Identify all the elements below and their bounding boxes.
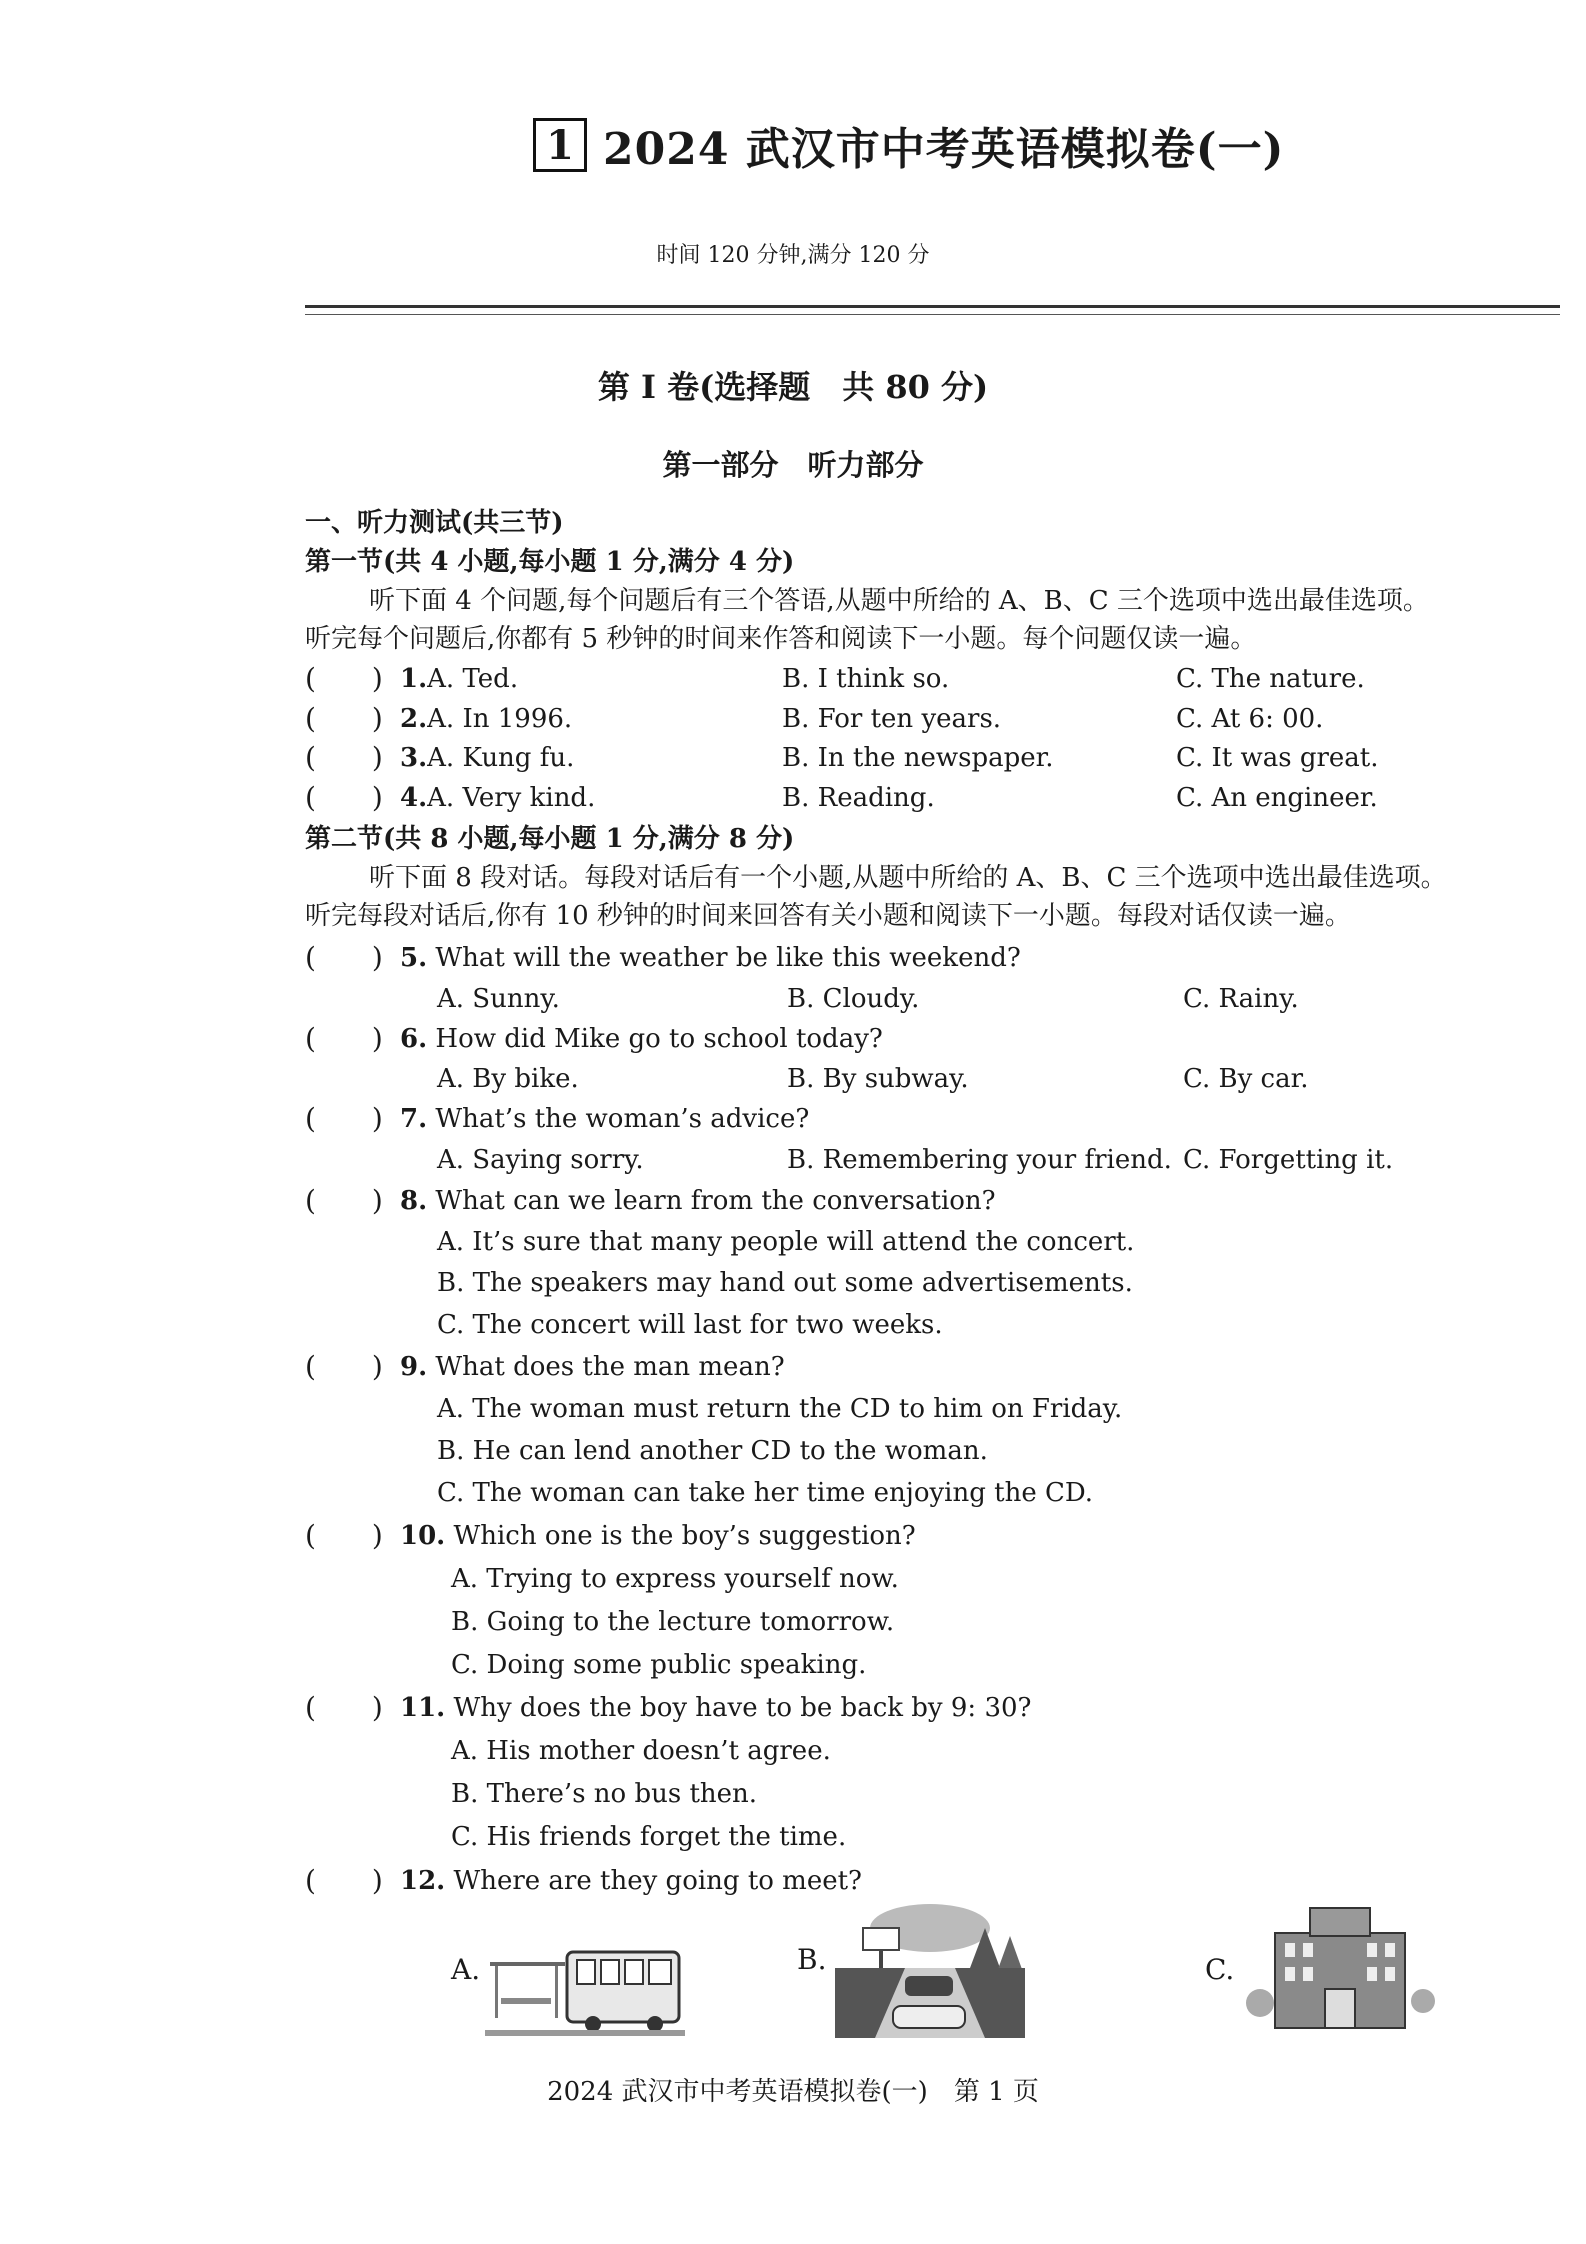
- option-b: B. There’s no bus then.: [451, 1779, 758, 1809]
- answer-blank[interactable]: ( ): [305, 941, 383, 974]
- question-row: [400, 702, 572, 736]
- question-number: 5.: [400, 943, 428, 973]
- picture-option-c-label: C.: [1205, 1953, 1235, 1986]
- option-c: C. An engineer.: [1176, 783, 1378, 813]
- option-c: C. Rainy.: [1183, 984, 1299, 1014]
- exam-time-score: 时间 120 分钟,满分 120 分: [656, 243, 930, 268]
- car-top: [905, 1976, 953, 1996]
- option-c: C. The nature.: [1176, 664, 1365, 694]
- option-b: B. I think so.: [782, 664, 950, 694]
- listening-heading: 一、听力测试(共三节): [305, 508, 564, 538]
- question-row: [400, 1184, 996, 1218]
- section2-heading: 第二节(共 8 小题,每小题 1 分,满分 8 分): [305, 824, 795, 854]
- answer-blank[interactable]: ( ): [305, 1022, 383, 1055]
- question-number: 3.: [400, 743, 428, 773]
- car-bottom: [893, 2006, 965, 2028]
- option-b: B. He can lend another CD to the woman.: [437, 1436, 988, 1466]
- park-sign: [863, 1928, 899, 1950]
- bus-window: [649, 1960, 671, 1984]
- title-divider: [305, 305, 1560, 308]
- picture-option-a-label: A.: [451, 1953, 481, 1986]
- question-text: Why does the boy have to be back by 9: 30?: [453, 1693, 1032, 1723]
- option-a: A. His mother doesn’t agree.: [451, 1736, 831, 1766]
- shelter-bench: [501, 1998, 551, 2004]
- bus-window: [577, 1960, 595, 1984]
- question-row: [400, 1864, 862, 1898]
- building-window: [1385, 1967, 1395, 1981]
- question-text: Which one is the boy’s suggestion?: [453, 1521, 916, 1551]
- question-text: What’s the woman’s advice?: [435, 1104, 810, 1134]
- option-b: B. Cloudy.: [787, 984, 920, 1014]
- answer-blank[interactable]: ( ): [305, 1184, 383, 1217]
- answer-blank[interactable]: ( ): [305, 1519, 383, 1552]
- section1-heading: 第一节(共 4 小题,每小题 1 分,满分 4 分): [305, 547, 795, 577]
- building-door: [1325, 1989, 1355, 2028]
- building-window: [1303, 1967, 1313, 1981]
- building-window: [1285, 1943, 1295, 1957]
- building-window: [1285, 1967, 1295, 1981]
- option-a: A. Kung fu.: [427, 743, 575, 773]
- question-text: What does the man mean?: [435, 1352, 785, 1382]
- option-b: B. Remembering your friend.: [787, 1145, 1172, 1175]
- option-c: C. Doing some public speaking.: [451, 1650, 867, 1680]
- answer-blank[interactable]: ( ): [305, 1102, 383, 1135]
- part-title: 第一部分 听力部分: [662, 448, 924, 482]
- option-b: B. Reading.: [782, 783, 935, 813]
- option-b: B. By subway.: [787, 1064, 969, 1094]
- question-number: 11.: [400, 1693, 446, 1723]
- option-a: A. Trying to express yourself now.: [451, 1564, 899, 1594]
- option-b: B. In the newspaper.: [782, 743, 1054, 773]
- building-top: [1310, 1908, 1370, 1936]
- answer-blank[interactable]: ( ): [305, 1691, 383, 1724]
- page-footer: 2024 武汉市中考英语模拟卷(一) 第 1 页: [547, 2077, 1039, 2107]
- option-b: B. The speakers may hand out some advertisements.: [437, 1268, 1133, 1298]
- bus-wheel: [647, 2016, 663, 2032]
- question-number: 9.: [400, 1352, 428, 1382]
- question-row: [400, 1350, 785, 1384]
- option-c: C. At 6: 00.: [1176, 704, 1324, 734]
- option-c: C. By car.: [1183, 1064, 1309, 1094]
- question-number: 2.: [400, 704, 428, 734]
- section1-instruction-2: 听完每个问题后,你都有 5 秒钟的时间来作答和阅读下一小题。每个问题仅读一遍。: [305, 624, 1257, 654]
- option-a: A. It’s sure that many people will attend the concert.: [437, 1227, 1135, 1257]
- option-c: C. His friends forget the time.: [451, 1822, 847, 1852]
- volume-title: 第 I 卷(选择题 共 80 分): [597, 368, 989, 406]
- question-row: [400, 662, 518, 696]
- bus-window: [601, 1960, 619, 1984]
- option-a: A. Saying sorry.: [437, 1145, 644, 1175]
- question-number: 4.: [400, 783, 428, 813]
- picture-option-b-label: B.: [797, 1943, 827, 1976]
- question-row: [400, 1102, 809, 1136]
- option-c: C. The concert will last for two weeks.: [437, 1310, 943, 1340]
- bus-wheel: [585, 2016, 601, 2032]
- question-row: [400, 1022, 883, 1056]
- option-a: A. The woman must return the CD to him on Friday.: [437, 1394, 1123, 1424]
- question-number: 7.: [400, 1104, 428, 1134]
- building-window: [1367, 1943, 1377, 1957]
- shelter-post: [495, 1966, 498, 2018]
- option-b: B. For ten years.: [782, 704, 1002, 734]
- option-c: C. It was great.: [1176, 743, 1379, 773]
- answer-blank[interactable]: ( ): [305, 702, 383, 735]
- question-row: [400, 1519, 916, 1553]
- question-number: 8.: [400, 1186, 428, 1216]
- option-a: A. Ted.: [427, 664, 519, 694]
- answer-blank[interactable]: ( ): [305, 662, 383, 695]
- option-a: A. By bike.: [437, 1064, 579, 1094]
- question-text: Where are they going to meet?: [453, 1866, 862, 1896]
- exam-title-row: [533, 112, 1284, 178]
- shrub: [1246, 1989, 1274, 2017]
- question-row: [400, 941, 1021, 975]
- building-window: [1303, 1943, 1313, 1957]
- shrub: [1411, 1989, 1435, 2013]
- option-c: C. The woman can take her time enjoying the CD.: [437, 1478, 1094, 1508]
- title-divider-thin: [305, 314, 1560, 315]
- answer-blank[interactable]: ( ): [305, 1864, 383, 1897]
- question-number: 6.: [400, 1024, 428, 1054]
- answer-blank[interactable]: ( ): [305, 1350, 383, 1383]
- question-text: How did Mike go to school today?: [435, 1024, 883, 1054]
- section2-instruction-1: 听下面 8 段对话。每段对话后有一个小题,从题中所给的 A、B、C 三个选项中选出最佳选项。: [369, 863, 1447, 893]
- bus-stop-picture[interactable]: [485, 1938, 685, 2038]
- shelter-roof: [490, 1962, 565, 1966]
- section2-instruction-2: 听完每段对话后,你有 10 秒钟的时间来回答有关小题和阅读下一小题。每段对话仅读一遍。: [305, 901, 1351, 931]
- question-number: 1.: [400, 664, 428, 694]
- exam-title: 2024 武汉市中考英语模拟卷(一): [603, 124, 1285, 175]
- building-window: [1385, 1943, 1395, 1957]
- question-text: What will the weather be like this weekend?: [435, 943, 1021, 973]
- road-ground: [485, 2030, 685, 2036]
- option-a: A. Sunny.: [437, 984, 560, 1014]
- question-number: 12.: [400, 1866, 446, 1896]
- question-text: What can we learn from the conversation?: [435, 1186, 996, 1216]
- option-a: A. In 1996.: [427, 704, 573, 734]
- question-row: [400, 781, 595, 815]
- pine-tree: [997, 1936, 1023, 1972]
- option-a: A. Very kind.: [427, 783, 596, 813]
- question-row: [400, 1691, 1031, 1725]
- shelter-post: [555, 1966, 558, 2018]
- bus-window: [625, 1960, 643, 1984]
- answer-blank[interactable]: ( ): [305, 781, 383, 814]
- answer-blank[interactable]: ( ): [305, 741, 383, 774]
- park-picture[interactable]: [835, 1898, 1025, 2038]
- building-window: [1367, 1967, 1377, 1981]
- option-c: C. Forgetting it.: [1183, 1145, 1394, 1175]
- question-number: 10.: [400, 1521, 446, 1551]
- section1-instruction-1: 听下面 4 个问题,每个问题后有三个答语,从题中所给的 A、B、C 三个选项中选出最佳选项。: [369, 586, 1429, 616]
- paper-number-box: 1: [533, 118, 587, 172]
- building-picture[interactable]: [1245, 1903, 1435, 2033]
- question-row: [400, 741, 574, 775]
- option-b: B. Going to the lecture tomorrow.: [451, 1607, 895, 1637]
